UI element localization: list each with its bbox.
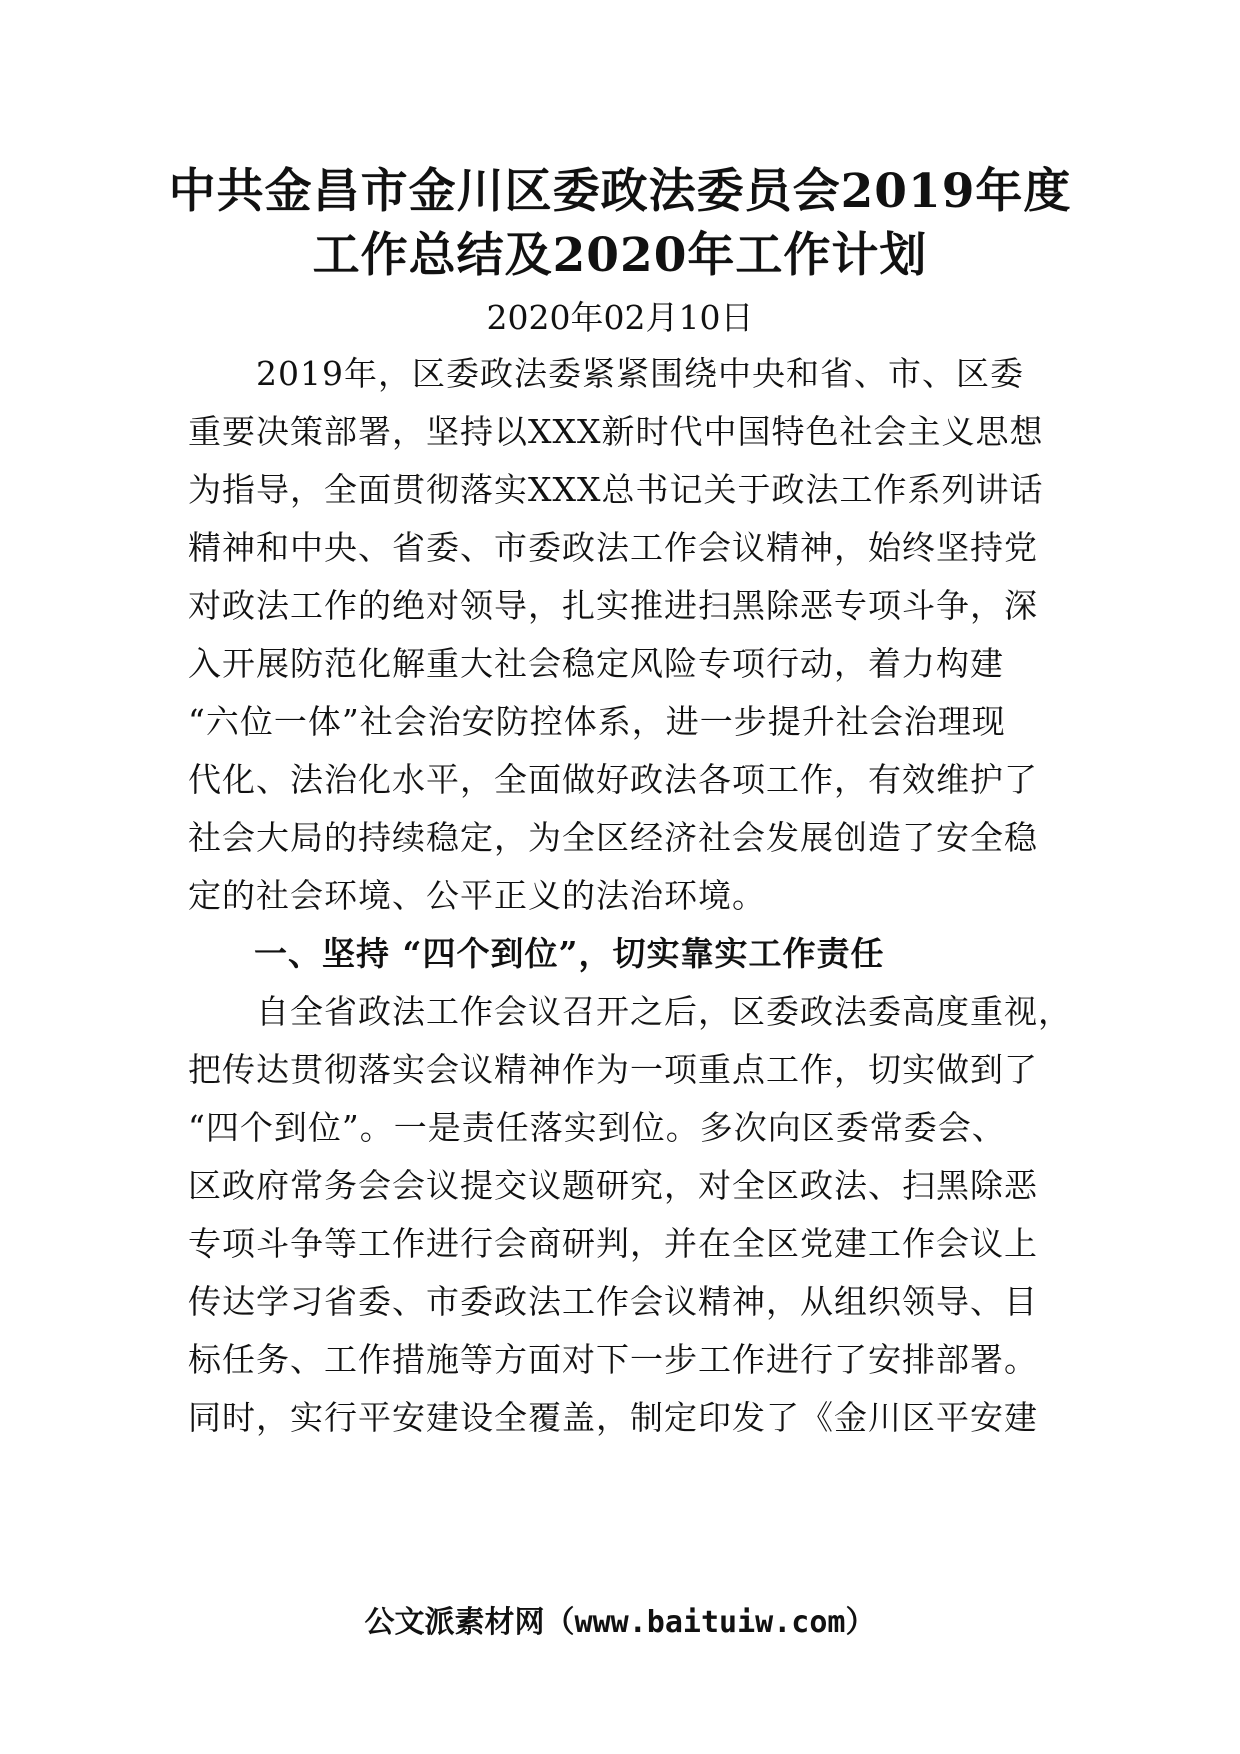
section-1-heading: 一、坚持 “四个到位”，切实靠实工作责任 <box>254 934 885 973</box>
paragraph-line: 同时，实行平安建设全覆盖，制定印发了《金川区平安建 <box>188 1398 1038 1437</box>
paragraph-line: 代化、法治化水平，全面做好政法各项工作，有效维护了 <box>188 760 1038 799</box>
paragraph-line: 自全省政法工作会议召开之后，区委政法委高度重视， <box>188 992 1072 1031</box>
paragraph-line: 把传达贯彻落实会议精神作为一项重点工作，切实做到了 <box>188 1050 1038 1089</box>
paragraph-line: “六位一体”社会治安防控体系，进一步提升社会治理现 <box>188 702 1006 741</box>
paragraph-line: 入开展防范化解重大社会稳定风险专项行动，着力构建 <box>188 644 1004 683</box>
paragraph-line: 精神和中央、省委、市委政法工作会议精神，始终坚持党 <box>188 528 1038 567</box>
paragraph-line: “四个到位”。一是责任落实到位。多次向区委常委会、 <box>188 1108 1006 1147</box>
paragraph-line: 为指导，全面贯彻落实XXX总书记关于政法工作系列讲话 <box>188 470 1044 509</box>
document-date: 2020年02月10日 <box>486 298 754 337</box>
paragraph-line: 对政法工作的绝对领导，扎实推进扫黑除恶专项斗争，深 <box>188 586 1038 625</box>
footer-source-link: 公文派素材网（www.baituiw.com） <box>364 1605 876 1640</box>
paragraph-line: 专项斗争等工作进行会商研判，并在全区党建工作会议上 <box>188 1224 1038 1263</box>
paragraph-line: 社会大局的持续稳定，为全区经济社会发展创造了安全稳 <box>188 818 1038 857</box>
paragraph-line: 标任务、工作措施等方面对下一步工作进行了安排部署。 <box>188 1340 1038 1379</box>
paragraph-line: 传达学习省委、市委政法工作会议精神，从组织领导、目 <box>188 1282 1038 1321</box>
document-title-line-2: 工作总结及2020年工作计划 <box>312 228 928 283</box>
document-title-line-1: 中共金昌市金川区委政法委员会2019年度 <box>168 164 1072 219</box>
paragraph-line: 区政府常务会会议提交议题研究，对全区政法、扫黑除恶 <box>188 1166 1038 1205</box>
paragraph-line: 2019年，区委政法委紧紧围绕中央和省、市、区委 <box>188 354 1024 393</box>
paragraph-line: 重要决策部署，坚持以XXX新时代中国特色社会主义思想 <box>188 412 1044 451</box>
paragraph-line: 定的社会环境、公平正义的法治环境。 <box>188 876 766 915</box>
